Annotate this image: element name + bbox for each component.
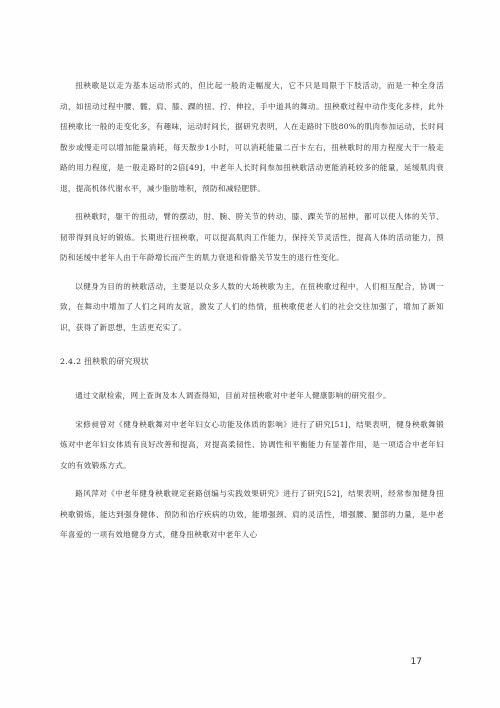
paragraph-lu-study: 路风萍对《中老年健身秧歌规定套路创编与实践效果研究》进行了研究[52]，结果表明，经常参加健身扭秧歌锻炼，能达到强身健体、预防和治疗疾病的功效，能增强颈、肩的灵活性，增强腰、腿部的力量，是中老年喜爱的一项有效地健身方式，健身扭秧歌对中老年人心: [60, 489, 444, 539]
paragraph-social-benefit: 以健身为目的的秧歌活动，主要是以众多人数的大场秧歌为主，在扭秧歌过程中，人们相互配合，协调一致，在舞动中增加了人们之间的友谊，激发了人们的热情，扭秧歌使老人们的社会交往加强了，增加了新知识，获得了新思想，生活更充实了。: [60, 281, 444, 332]
page-number: 17: [410, 657, 422, 667]
paragraph-literature-review: 通过文献检索，网上查询及本人调查得知，目前对扭秧歌对中老年人健康影响的研究很少。: [75, 391, 391, 400]
paragraph-walking-motion: 扭秧歌是以走为基本运动形式的，但比起一般的走幅度大，它不只是局限于下肢活动，而是一种全身活动，如扭动过程中腰、髋、肩、膝、踝的扭、拧、伸拉，手中道具的舞动。扭秧歌过程中动作变化多样，此外扭秧歌比一般的走变化多，有趣味，运动时间长，据研究表明，人在走路时下肢80%的肌肉参加运动，长时间散步或慢走可以增加能量消耗，每天散步1小时，可以消耗能量二百卡左右，扭秧歌时的用力程度大于一般走路的用力程度，是一般走路时的2倍[49]，中老年人长时间参加扭秧歌活动更能消耗较多的能量，延缓肌肉衰退，提高机体代谢水平，减少脂肪堆积，预防和减轻肥胖。: [60, 81, 444, 193]
document-body: [60, 76, 444, 546]
paragraph-song-study: 宋修昶曾对《健身秧歌舞对中老年妇女心功能及体质的影响》进行了研究[51]，结果表明，健身秧歌舞锻炼对中老年妇女体质有良好改善和提高，对提高柔韧性、协调性和平衡能力有显著作用，是一项适合中老年妇女的有效锻炼方式。: [60, 419, 444, 470]
section-heading: 2.4.2 扭秧歌的研究现状: [60, 357, 149, 366]
paragraph-joint-exercise: 扭秧歌时，躯干的扭动，臂的摆动，肘、腕、胯关节的转动，膝、踝关节的屈伸，都可以使人体的关节、韧带得到良好的锻炼。长期进行扭秧歌，可以提高肌肉工作能力，保持关节灵活性，提高人体的活动能力，预防和延缓中老年人由于年龄增长而产生的肌力衰退和骨骼关节发生的退行性变化。: [60, 212, 444, 262]
